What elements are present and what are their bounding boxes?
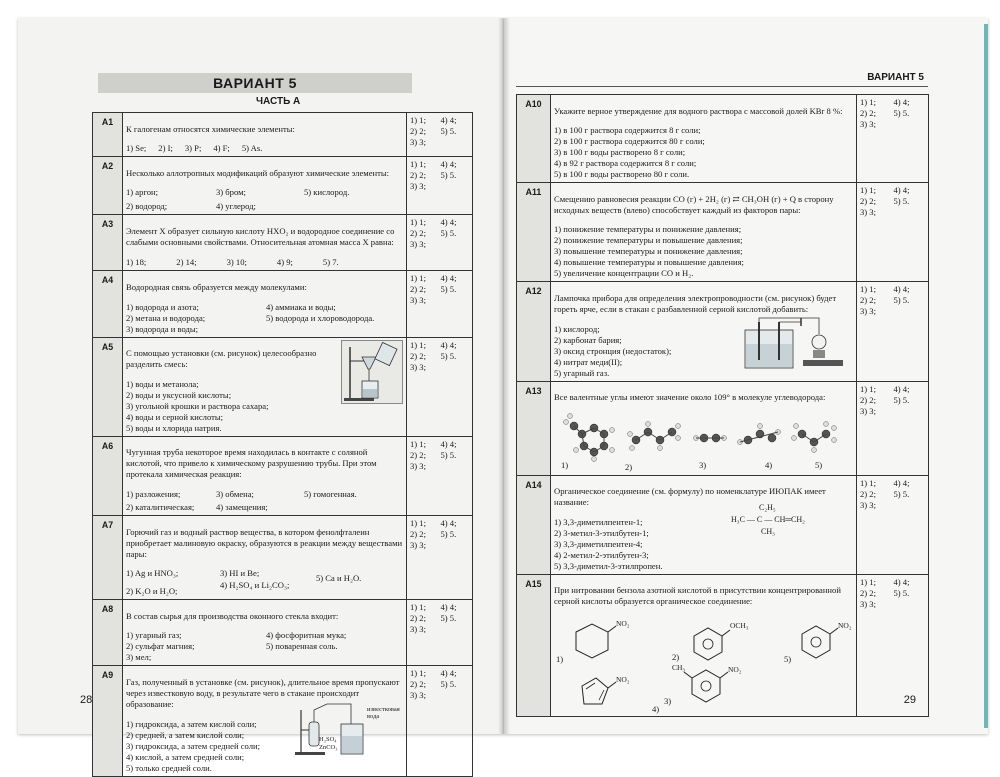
group-label: NO₂ <box>616 618 630 628</box>
question-number: A3 <box>93 215 123 271</box>
option[interactable]: 5) 3,3-диметил-3-этилпропен. <box>554 560 663 571</box>
questions-table-right <box>516 94 929 717</box>
answer-choice[interactable]: 2) 2; <box>860 295 876 306</box>
question-text: В состав сырья для производства оконного стекла входит: <box>126 610 339 621</box>
option[interactable]: 3) оксид стронция (недостаток); <box>554 345 672 356</box>
question-body <box>123 666 407 776</box>
option[interactable]: 1) 18; <box>126 256 147 267</box>
option[interactable]: 2) средней, а затем кислой соли; <box>126 729 245 740</box>
question-text: Элемент X образует сильную кислоту HXO₂ и водородное соединение со слабыми основными свойствами. Относительная атомная масса X равна: <box>126 225 395 247</box>
question-row <box>93 215 473 271</box>
answer-choice[interactable]: 4) 4; <box>893 185 910 196</box>
answer-choice[interactable]: 1) 1; <box>860 477 876 488</box>
option[interactable]: 3) 10; <box>226 256 247 267</box>
answer-choice[interactable]: 3) 3; <box>860 598 876 609</box>
option[interactable]: 5) Ca и H₂O. <box>316 573 362 584</box>
running-header: ВАРИАНТ 5 <box>867 72 924 83</box>
option[interactable]: 3) <box>664 695 672 706</box>
page-edge <box>984 24 988 728</box>
question-text: С помощью установки (см. рисунок) целесообразно разделить смесь: <box>126 348 317 370</box>
answer-choice[interactable]: 3) 3; <box>410 460 426 471</box>
question-number: A1 <box>93 113 123 157</box>
figure-label: ZnCO₃ <box>319 744 338 752</box>
option[interactable]: 5) кислород. <box>304 187 350 198</box>
answer-choice[interactable]: 1) 1; <box>410 602 426 613</box>
answer-choice[interactable]: 2) 2; <box>410 284 426 295</box>
option[interactable]: 1) понижение температуры и понижение давления; <box>554 224 742 235</box>
option[interactable]: 1) Se; <box>126 143 147 154</box>
answer-choice[interactable]: 3) 3; <box>410 690 426 701</box>
option[interactable]: 3) P; <box>184 143 202 154</box>
answer-choice[interactable]: 5) 5. <box>440 126 457 136</box>
option[interactable]: 5) водорода и хлороводорода. <box>266 312 375 323</box>
structure-options <box>554 616 853 714</box>
option[interactable]: 1) в 100 г раствора содержится 8 г соли; <box>554 125 701 136</box>
question-row <box>517 475 929 574</box>
option[interactable]: 4) F; <box>213 143 230 154</box>
question-body <box>123 215 407 271</box>
question-number: A8 <box>93 600 123 666</box>
answer-choice[interactable]: 1) 1; <box>860 576 876 587</box>
figure-label: H₂SO₄ <box>319 736 337 744</box>
group-label: CH₃ <box>672 662 686 672</box>
question-number: A10 <box>517 95 551 183</box>
option[interactable]: 4) воды и серной кислоты; <box>126 411 224 422</box>
option[interactable]: 3) HI и Be; <box>220 568 260 579</box>
option[interactable]: 2) K₂O и H₂O; <box>126 586 178 597</box>
answer-choice[interactable]: 1) 1; <box>410 159 426 170</box>
option[interactable]: 2) 14; <box>176 256 197 267</box>
structural-formula <box>731 502 805 538</box>
answer-choice[interactable]: 2) 2; <box>410 350 426 361</box>
answer-choice[interactable]: 4) 4; <box>440 115 457 125</box>
answer-choice[interactable]: 5) 5. <box>440 284 457 295</box>
answer-choice[interactable]: 1) 1; <box>410 517 426 528</box>
answer-choice[interactable]: 5) 5. <box>893 295 910 306</box>
formula-line: CH₃ <box>761 526 775 536</box>
option[interactable]: 2) в 100 г раствора содержится 80 г соли; <box>554 136 705 147</box>
option[interactable]: 4) нитрат меди(II); <box>554 356 623 367</box>
answer-choice[interactable]: 5) 5. <box>893 196 910 207</box>
answer-choice[interactable]: 5) 5. <box>440 679 457 690</box>
answer-choice[interactable]: 2) 2; <box>410 613 426 624</box>
answer-choice[interactable]: 4) 4; <box>440 438 457 449</box>
answer-choice[interactable]: 5) 5. <box>440 528 457 539</box>
question-body <box>551 381 857 475</box>
answer-choice[interactable]: 2) 2; <box>410 126 426 136</box>
option[interactable]: 5) <box>815 459 823 470</box>
option[interactable]: 5) угарный газ. <box>554 367 610 378</box>
option[interactable]: 1) гидроксида, а затем кислой соли; <box>126 718 257 729</box>
option[interactable]: 2) <box>625 461 633 472</box>
question-number: A9 <box>93 666 123 776</box>
answer-choice[interactable]: 4) 4; <box>893 477 910 488</box>
answer-choice[interactable]: 1) 1; <box>860 284 876 295</box>
answer-choice[interactable]: 4) 4; <box>440 602 457 613</box>
answer-choice[interactable]: 3) 3; <box>860 499 876 510</box>
answer-choice[interactable]: 4) 4; <box>893 284 910 295</box>
option[interactable]: 4) <box>765 459 773 470</box>
answer-choice[interactable]: 2) 2; <box>410 449 426 460</box>
question-text: При нитровании бензола азотной кислотой в присутствии концентрированной серной кислоты образуется органическое соединение: <box>554 585 841 607</box>
option[interactable]: 4) замещения; <box>216 501 268 512</box>
option[interactable]: 4) фосфоритная мука; <box>266 630 347 641</box>
question-body <box>123 600 407 666</box>
answer-choice[interactable]: 3) 3; <box>410 624 426 635</box>
option[interactable]: 5) воды и хлорида натрия. <box>126 422 222 433</box>
answer-cell <box>857 183 929 282</box>
question-number: A14 <box>517 475 551 574</box>
option[interactable]: 5) 7. <box>322 256 339 267</box>
answer-choice[interactable]: 4) 4; <box>440 159 457 170</box>
option[interactable]: 1) Ag и HNO₃; <box>126 568 179 579</box>
question-row <box>93 157 473 215</box>
open-book <box>18 18 988 773</box>
answer-choice[interactable]: 2) 2; <box>860 587 876 598</box>
answer-choice[interactable]: 4) 4; <box>893 383 910 394</box>
formula-line: H₃C — C — CH═CH₂ <box>731 514 805 524</box>
question-text: К галогенам относятся химические элементы: <box>126 123 295 134</box>
option[interactable]: 5) в 100 г воды растворено 80 г соли. <box>554 169 690 180</box>
page-number: 28 <box>80 694 93 706</box>
answer-choice[interactable]: 4) 4; <box>440 217 457 228</box>
question-text: Несколько аллотропных модификаций образуют химические элементы: <box>126 167 390 178</box>
answer-choice[interactable]: 1) 1; <box>410 339 426 350</box>
question-row <box>93 436 473 515</box>
answer-cell <box>407 157 473 215</box>
answer-choice[interactable]: 1) 1; <box>410 668 426 679</box>
variant-title-bar: ВАРИАНТ 5 <box>98 73 412 93</box>
answer-choice[interactable]: 5) 5. <box>440 350 457 361</box>
option[interactable]: 3) водорода и воды; <box>126 323 199 334</box>
question-body <box>551 282 857 381</box>
option[interactable]: 1) <box>556 653 564 664</box>
molecule-models <box>554 412 853 464</box>
question-number: A6 <box>93 436 123 515</box>
answer-choice[interactable]: 3) 3; <box>410 181 426 192</box>
question-body <box>551 475 857 574</box>
option[interactable]: 4) углерод; <box>216 201 256 212</box>
answer-choice[interactable]: 1) 1; <box>410 438 426 449</box>
question-text: Газ, полученный в установке (см. рисунок), длительное время пропускают через известковую воду, в результате чего в стакане происходит образование: <box>126 676 400 709</box>
question-row <box>517 95 929 183</box>
answer-cell <box>407 113 473 157</box>
question-text: Органическое соединение (см. формулу) по номенклатуре ИЮПАК имеет название: <box>554 486 826 508</box>
option[interactable]: 4) аммиака и воды; <box>266 301 336 312</box>
option[interactable]: 3) угольной крошки и раствора сахара; <box>126 400 269 411</box>
option[interactable]: 1) 3,3-диметилпентен-1; <box>554 516 643 527</box>
question-row <box>517 381 929 475</box>
answer-cell <box>407 436 473 515</box>
group-label: OCH₃ <box>730 620 749 630</box>
option[interactable]: 1) водорода и азота; <box>126 301 199 312</box>
option[interactable]: 4) <box>652 703 660 714</box>
question-number: A4 <box>93 271 123 337</box>
answer-choice[interactable]: 3) 3; <box>410 239 426 250</box>
option[interactable]: 3) мел; <box>126 652 152 663</box>
question-row <box>517 282 929 381</box>
answer-cell <box>857 381 929 475</box>
option[interactable]: 4) 9; <box>276 256 293 267</box>
option[interactable]: 3) повышение температуры и понижение давления; <box>554 246 743 257</box>
option[interactable]: 2) 3-метил-3-этилбутен-1; <box>554 527 649 538</box>
question-text: Водородная связь образуется между молекулами: <box>126 281 307 292</box>
answer-choice[interactable]: 3) 3; <box>860 119 876 129</box>
formula-line: C₂H₅ <box>759 502 776 512</box>
answer-choice[interactable]: 5) 5. <box>440 228 457 239</box>
answer-choice[interactable]: 5) 5. <box>440 170 457 181</box>
question-body <box>123 113 407 157</box>
answer-choice[interactable]: 2) 2; <box>410 228 426 239</box>
option[interactable]: 5) поваренная соль. <box>266 641 338 652</box>
answer-choice[interactable]: 2) 2; <box>860 394 876 405</box>
answer-choice[interactable]: 1) 1; <box>410 217 426 228</box>
answer-cell <box>857 475 929 574</box>
question-row <box>93 515 473 599</box>
option[interactable]: 3) 3,3-диметилпентен-4; <box>554 538 643 549</box>
question-body <box>123 436 407 515</box>
answer-choice[interactable]: 4) 4; <box>893 97 910 107</box>
answer-choice[interactable]: 2) 2; <box>410 528 426 539</box>
option[interactable]: 5) <box>784 653 792 664</box>
option[interactable]: 4) 2-метил-2-этилбутен-3; <box>554 549 649 560</box>
option[interactable]: 2) <box>672 651 680 662</box>
answer-cell <box>407 271 473 337</box>
answer-choice[interactable]: 3) 3; <box>410 137 426 147</box>
question-row <box>517 183 929 282</box>
question-number: A7 <box>93 515 123 599</box>
answer-choice[interactable]: 4) 4; <box>440 273 457 284</box>
gas-apparatus-figure <box>291 700 403 758</box>
filtration-apparatus-figure <box>341 340 403 404</box>
answer-choice[interactable]: 5) 5. <box>893 488 910 499</box>
answer-choice[interactable]: 4) 4; <box>440 668 457 679</box>
option[interactable]: 1) <box>561 459 569 470</box>
part-heading: ЧАСТЬ А <box>256 96 301 107</box>
option[interactable]: 3) в 100 г воды растворено 8 г соли; <box>554 147 686 158</box>
option[interactable]: 1) кислород; <box>554 323 600 334</box>
option[interactable]: 5) только средней соли. <box>126 762 212 773</box>
answer-cell <box>407 215 473 271</box>
group-label: NO₂ <box>616 674 630 684</box>
question-body <box>551 574 857 716</box>
answer-choice[interactable]: 3) 3; <box>860 207 876 218</box>
answer-choice[interactable]: 1) 1; <box>860 97 876 107</box>
answer-choice[interactable]: 2) 2; <box>860 196 876 207</box>
answer-choice[interactable]: 1) 1; <box>410 273 426 284</box>
answer-choice[interactable]: 3) 3; <box>410 361 426 372</box>
answer-choice[interactable]: 4) 4; <box>893 576 910 587</box>
option[interactable]: 3) <box>699 459 707 470</box>
answer-choice[interactable]: 1) 1; <box>860 383 876 394</box>
answer-choice[interactable]: 2) 2; <box>860 108 876 118</box>
option[interactable]: 5) гомогенная. <box>304 488 357 499</box>
question-number: A12 <box>517 282 551 381</box>
question-row <box>93 113 473 157</box>
question-row <box>93 271 473 337</box>
question-text: Чугунная труба некоторое время находилась в контакте с соляной кислотой, что привело к химическому разрушению трубы. При этом протекала химическая реакция: <box>126 447 377 480</box>
answer-cell <box>857 95 929 183</box>
question-row <box>93 666 473 776</box>
book-spine <box>498 18 510 734</box>
answer-cell <box>407 337 473 436</box>
option[interactable]: 4) H₂SO₄ и Li₂CO₃; <box>220 580 290 591</box>
question-body <box>551 183 857 282</box>
answer-choice[interactable]: 3) 3; <box>860 306 876 317</box>
group-label: NO₂ <box>728 664 742 674</box>
answer-cell <box>857 574 929 716</box>
question-body <box>123 271 407 337</box>
question-number: A11 <box>517 183 551 282</box>
question-body <box>551 95 857 183</box>
questions-table-left <box>92 112 473 777</box>
option[interactable]: 2) метана и водорода; <box>126 312 206 323</box>
answer-cell <box>407 600 473 666</box>
answer-choice[interactable]: 3) 3; <box>860 405 876 416</box>
option[interactable]: 2) сульфат магния; <box>126 641 195 652</box>
option[interactable]: 3) гидроксида, а затем средней соли; <box>126 740 260 751</box>
option[interactable]: 2) воды и уксусной кислоты; <box>126 389 232 400</box>
question-text: Горючий газ и водный раствор вещества, в котором фенолфталеин приобретает малиновую окраску, образуются в реакции между веществами пары: <box>126 526 403 559</box>
answer-cell <box>857 282 929 381</box>
answer-choice[interactable]: 5) 5. <box>440 449 457 460</box>
question-text: Лампочка прибора для определения электропроводности (см. рисунок) будет гореть ярче, если в стакан с разбавленной серной кислотой добавить: <box>554 292 837 314</box>
question-body <box>123 157 407 215</box>
answer-choice[interactable]: 2) 2; <box>410 170 426 181</box>
option[interactable]: 1) угарный газ; <box>126 630 182 641</box>
question-body <box>123 337 407 436</box>
option[interactable]: 2) каталитическая; <box>126 501 195 512</box>
answer-cell <box>407 515 473 599</box>
option[interactable]: 4) кислой, а затем средней соли; <box>126 751 245 762</box>
question-number: A15 <box>517 574 551 716</box>
answer-choice[interactable]: 5) 5. <box>893 587 910 598</box>
option[interactable]: 2) понижение температуры и повышение давления; <box>554 235 743 246</box>
option[interactable]: 2) карбонат бария; <box>554 334 622 345</box>
answer-choice[interactable]: 3) 3; <box>410 539 426 550</box>
answer-choice[interactable]: 4) 4; <box>440 339 457 350</box>
option[interactable]: 5) As. <box>241 143 263 154</box>
answer-choice[interactable]: 2) 2; <box>410 679 426 690</box>
option[interactable]: 2) I; <box>158 143 173 154</box>
group-label: NO₂ <box>838 620 852 630</box>
question-row <box>517 574 929 716</box>
option[interactable]: 4) повышение температуры и повышение давления; <box>554 257 744 268</box>
answer-cell <box>407 666 473 776</box>
question-text: Смещению равновесия реакции CO (г) + 2H₂ (г) ⇄ CH₃OH (г) + Q в сторону исходных веществ (влево) способствует каждый из факторов пары: <box>554 193 834 215</box>
answer-choice[interactable]: 3) 3; <box>410 295 426 306</box>
answer-choice[interactable]: 5) 5. <box>440 613 457 624</box>
question-number: A13 <box>517 381 551 475</box>
question-row <box>93 600 473 666</box>
header-rule <box>516 86 928 87</box>
option[interactable]: 4) в 92 г раствора содержится 8 г соли; <box>554 158 697 169</box>
option[interactable]: 1) разложения; <box>126 488 181 499</box>
left-page <box>18 18 504 773</box>
page-number: 29 <box>903 694 916 706</box>
conductivity-apparatus-figure <box>741 316 849 372</box>
answer-choice[interactable]: 5) 5. <box>893 108 910 118</box>
answer-choice[interactable]: 1) 1; <box>860 185 876 196</box>
question-number: A5 <box>93 337 123 436</box>
question-body <box>123 515 407 599</box>
answer-choice[interactable]: 1) 1; <box>410 115 426 125</box>
answer-choice[interactable]: 4) 4; <box>440 517 457 528</box>
option[interactable]: 3) бром; <box>216 187 246 198</box>
option[interactable]: 2) водород; <box>126 201 168 212</box>
question-number: A2 <box>93 157 123 215</box>
right-page <box>504 18 988 734</box>
option[interactable]: 5) увеличение концентрации CO и H₂. <box>554 268 694 279</box>
answer-choice[interactable]: 2) 2; <box>860 488 876 499</box>
answer-choice[interactable]: 5) 5. <box>893 394 910 405</box>
option[interactable]: 1) воды и метанола; <box>126 378 199 389</box>
figure-label: известковая вода <box>367 706 400 721</box>
question-text: Все валентные углы имеют значение около 109° в молекуле углеводорода: <box>554 392 826 403</box>
option[interactable]: 1) аргон; <box>126 187 159 198</box>
question-row <box>93 337 473 436</box>
option[interactable]: 3) обмена; <box>216 488 254 499</box>
question-text: Укажите верное утверждение для водного раствора с массовой долей KBr 8 %: <box>554 105 843 116</box>
